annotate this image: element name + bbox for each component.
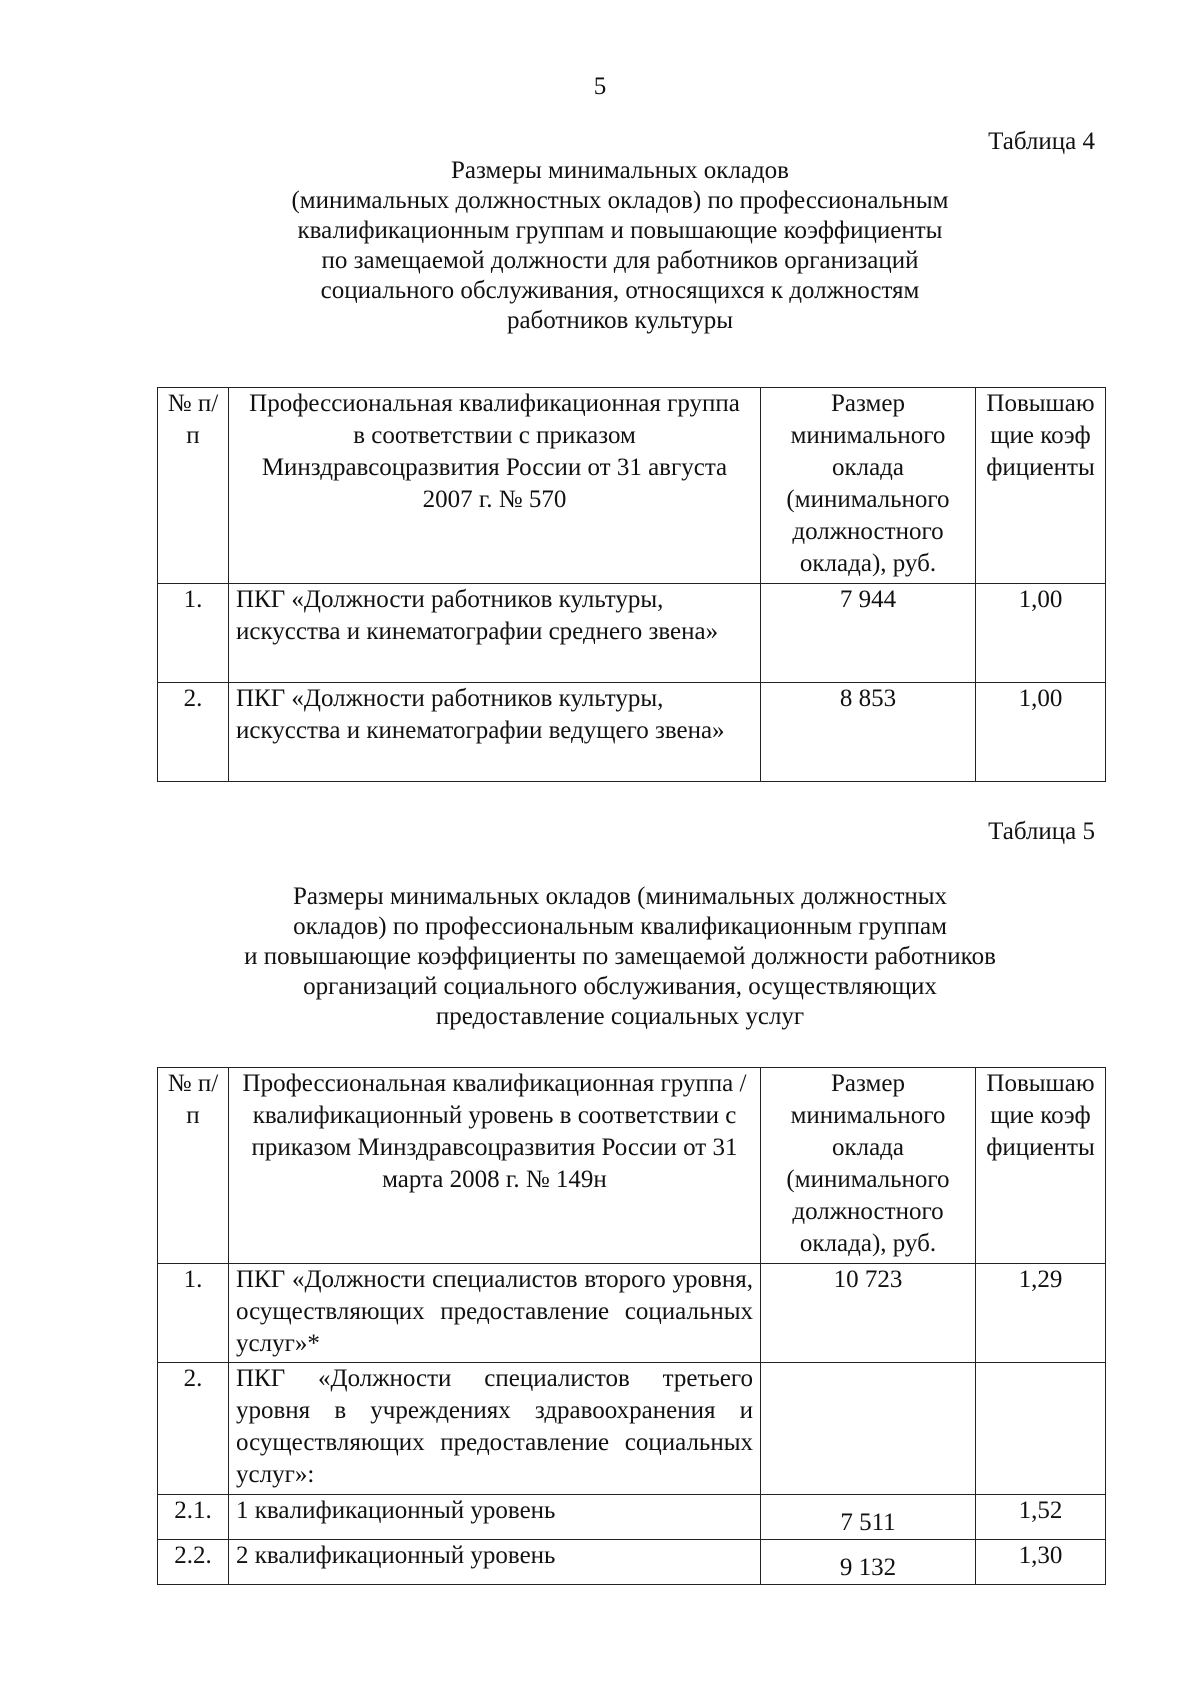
row-num: 2. bbox=[158, 683, 229, 782]
row-num: 1. bbox=[158, 584, 229, 683]
title-line: окладов) по профессиональным квалификационным группам bbox=[293, 913, 947, 940]
header-salary: Размер минимального оклада (минимального должностного оклада), руб. bbox=[761, 1068, 976, 1264]
row-group: ПКГ «Должности работников культуры, искусства и кинематографии среднего звена» bbox=[229, 584, 761, 683]
title-line: (минимальных должностных окладов) по профессиональным bbox=[291, 187, 949, 214]
table-row bbox=[158, 1264, 1106, 1363]
table-5-title bbox=[160, 882, 1080, 1032]
title-line: Размеры минимальных окладов bbox=[451, 157, 789, 184]
table-5 bbox=[157, 1067, 1106, 1585]
title-line: работников культуры bbox=[506, 307, 734, 334]
table-row bbox=[158, 584, 1106, 683]
row-num: 2.1. bbox=[158, 1495, 229, 1540]
table-4 bbox=[157, 387, 1106, 782]
header-group: Профессиональная квалификационная группа / квалификационный уровень в соответствии с приказом Минздравсоцразвития России от 31 марта 2008 г. № 149н bbox=[229, 1068, 761, 1264]
table-header-row bbox=[158, 388, 1106, 584]
row-coef: 1,29 bbox=[976, 1264, 1106, 1363]
table-4-label: Таблица 4 bbox=[988, 128, 1095, 155]
row-coef bbox=[976, 1363, 1106, 1495]
row-coef: 1,30 bbox=[976, 1540, 1106, 1585]
row-coef: 1,00 bbox=[976, 683, 1106, 782]
table-4-title bbox=[160, 156, 1080, 336]
row-num: 1. bbox=[158, 1264, 229, 1363]
header-coef: Повышающие коэффициенты bbox=[976, 1068, 1106, 1264]
table-5-label: Таблица 5 bbox=[988, 818, 1095, 845]
header-coef: Повышающие коэффициенты bbox=[976, 388, 1106, 584]
row-group: 1 квалификационный уровень bbox=[229, 1495, 761, 1540]
row-salary bbox=[761, 1363, 976, 1495]
title-line: и повышающие коэффициенты по замещаемой должности работников bbox=[244, 943, 996, 970]
row-group: ПКГ «Должности специалистов второго уровня, осуществляющих предоставление социальных услуг»* bbox=[229, 1264, 761, 1363]
table-row bbox=[158, 1540, 1106, 1585]
row-group: ПКГ «Должности специалистов третьего уровня в учреждениях здравоохранения и осуществляющих предоставление социальных услуг»: bbox=[229, 1363, 761, 1495]
row-coef: 1,52 bbox=[976, 1495, 1106, 1540]
row-group: ПКГ «Должности работников культуры, искусства и кинематографии ведущего звена» bbox=[229, 683, 761, 782]
table-header-row bbox=[158, 1068, 1106, 1264]
title-line: организаций социального обслуживания, осуществляющих bbox=[303, 973, 937, 1000]
row-salary: 9 132 bbox=[761, 1540, 976, 1585]
title-line: предоставление социальных услуг bbox=[435, 1003, 805, 1030]
page-number: 5 bbox=[593, 73, 607, 100]
title-line: квалификационным группам и повышающие коэффициенты bbox=[297, 217, 943, 244]
header-salary: Размер минимального оклада (минимального должностного оклада), руб. bbox=[761, 388, 976, 584]
row-salary: 10 723 bbox=[761, 1264, 976, 1363]
header-num: № п/п bbox=[158, 1068, 229, 1264]
row-num: 2. bbox=[158, 1363, 229, 1495]
table-row bbox=[158, 1363, 1106, 1495]
header-group: Профессиональная квалификационная группа в соответствии с приказом Минздравсоцразвития России от 31 августа 2007 г. № 570 bbox=[229, 388, 761, 584]
row-num: 2.2. bbox=[158, 1540, 229, 1585]
row-salary: 8 853 bbox=[761, 683, 976, 782]
table-row bbox=[158, 683, 1106, 782]
row-coef: 1,00 bbox=[976, 584, 1106, 683]
row-group: 2 квалификационный уровень bbox=[229, 1540, 761, 1585]
title-line: социального обслуживания, относящихся к должностям bbox=[320, 277, 920, 304]
row-salary: 7 511 bbox=[761, 1495, 976, 1540]
title-line: Размеры минимальных окладов (минимальных должностных bbox=[292, 883, 948, 910]
title-line: по замещаемой должности для работников организаций bbox=[321, 247, 919, 274]
header-num: № п/п bbox=[158, 388, 229, 584]
row-salary: 7 944 bbox=[761, 584, 976, 683]
table-row bbox=[158, 1495, 1106, 1540]
